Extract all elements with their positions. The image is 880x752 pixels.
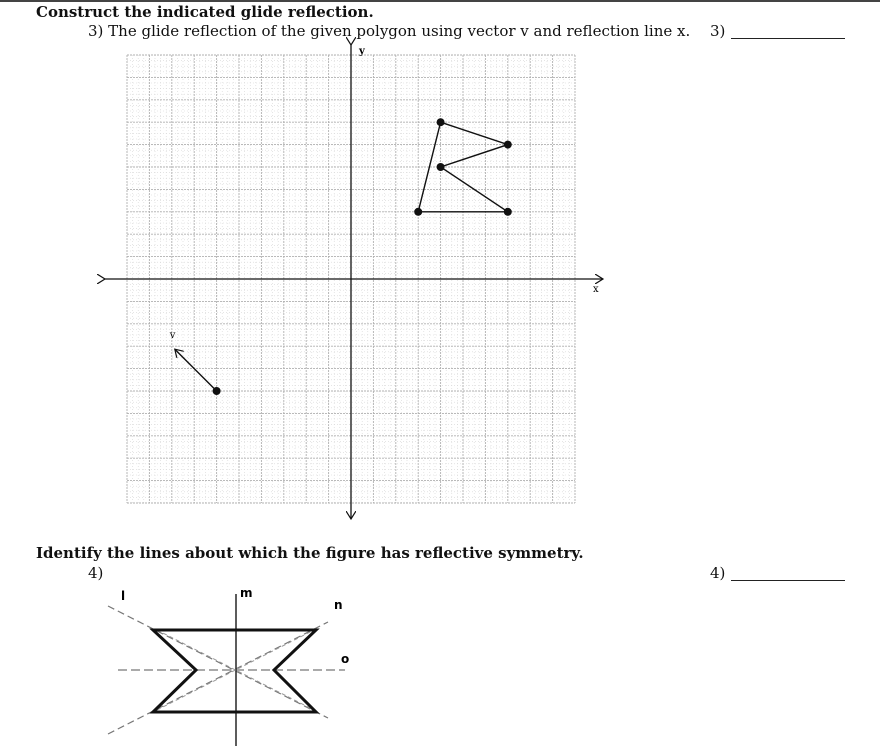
- label-o: o: [341, 652, 350, 666]
- problem-4-prompt: 4): [88, 564, 104, 582]
- polygon-vertex: [437, 118, 445, 126]
- polygon-vertex: [414, 208, 422, 216]
- vector-v-line: [175, 349, 217, 391]
- line-n: [108, 622, 328, 734]
- line-l: [108, 606, 328, 718]
- answer-3-number: 3): [710, 22, 726, 40]
- x-axis-label: x: [593, 284, 599, 295]
- polygon-vertex: [437, 163, 445, 171]
- section-heading-glide: Construct the indicated glide reflection.: [36, 3, 374, 21]
- polygon-vertex: [504, 208, 512, 216]
- label-n: n: [334, 598, 343, 612]
- axes: [105, 45, 603, 519]
- symmetry-figure: [108, 586, 349, 746]
- y-axis-label: y: [359, 46, 365, 57]
- vector-v-tail-point: [213, 387, 221, 395]
- label-l: l: [121, 589, 126, 603]
- answer-4-number: 4): [710, 564, 726, 582]
- polygon-vertex: [504, 141, 512, 149]
- section-heading-symmetry: Identify the lines about which the figure has reflective symmetry.: [36, 544, 584, 562]
- vector-v-label: v: [169, 330, 176, 342]
- label-m: m: [240, 586, 253, 600]
- vector-v: [175, 349, 221, 395]
- problem-3-prompt: 3) The glide reflection of the given polygon using vector v and reflection line x.: [88, 22, 691, 40]
